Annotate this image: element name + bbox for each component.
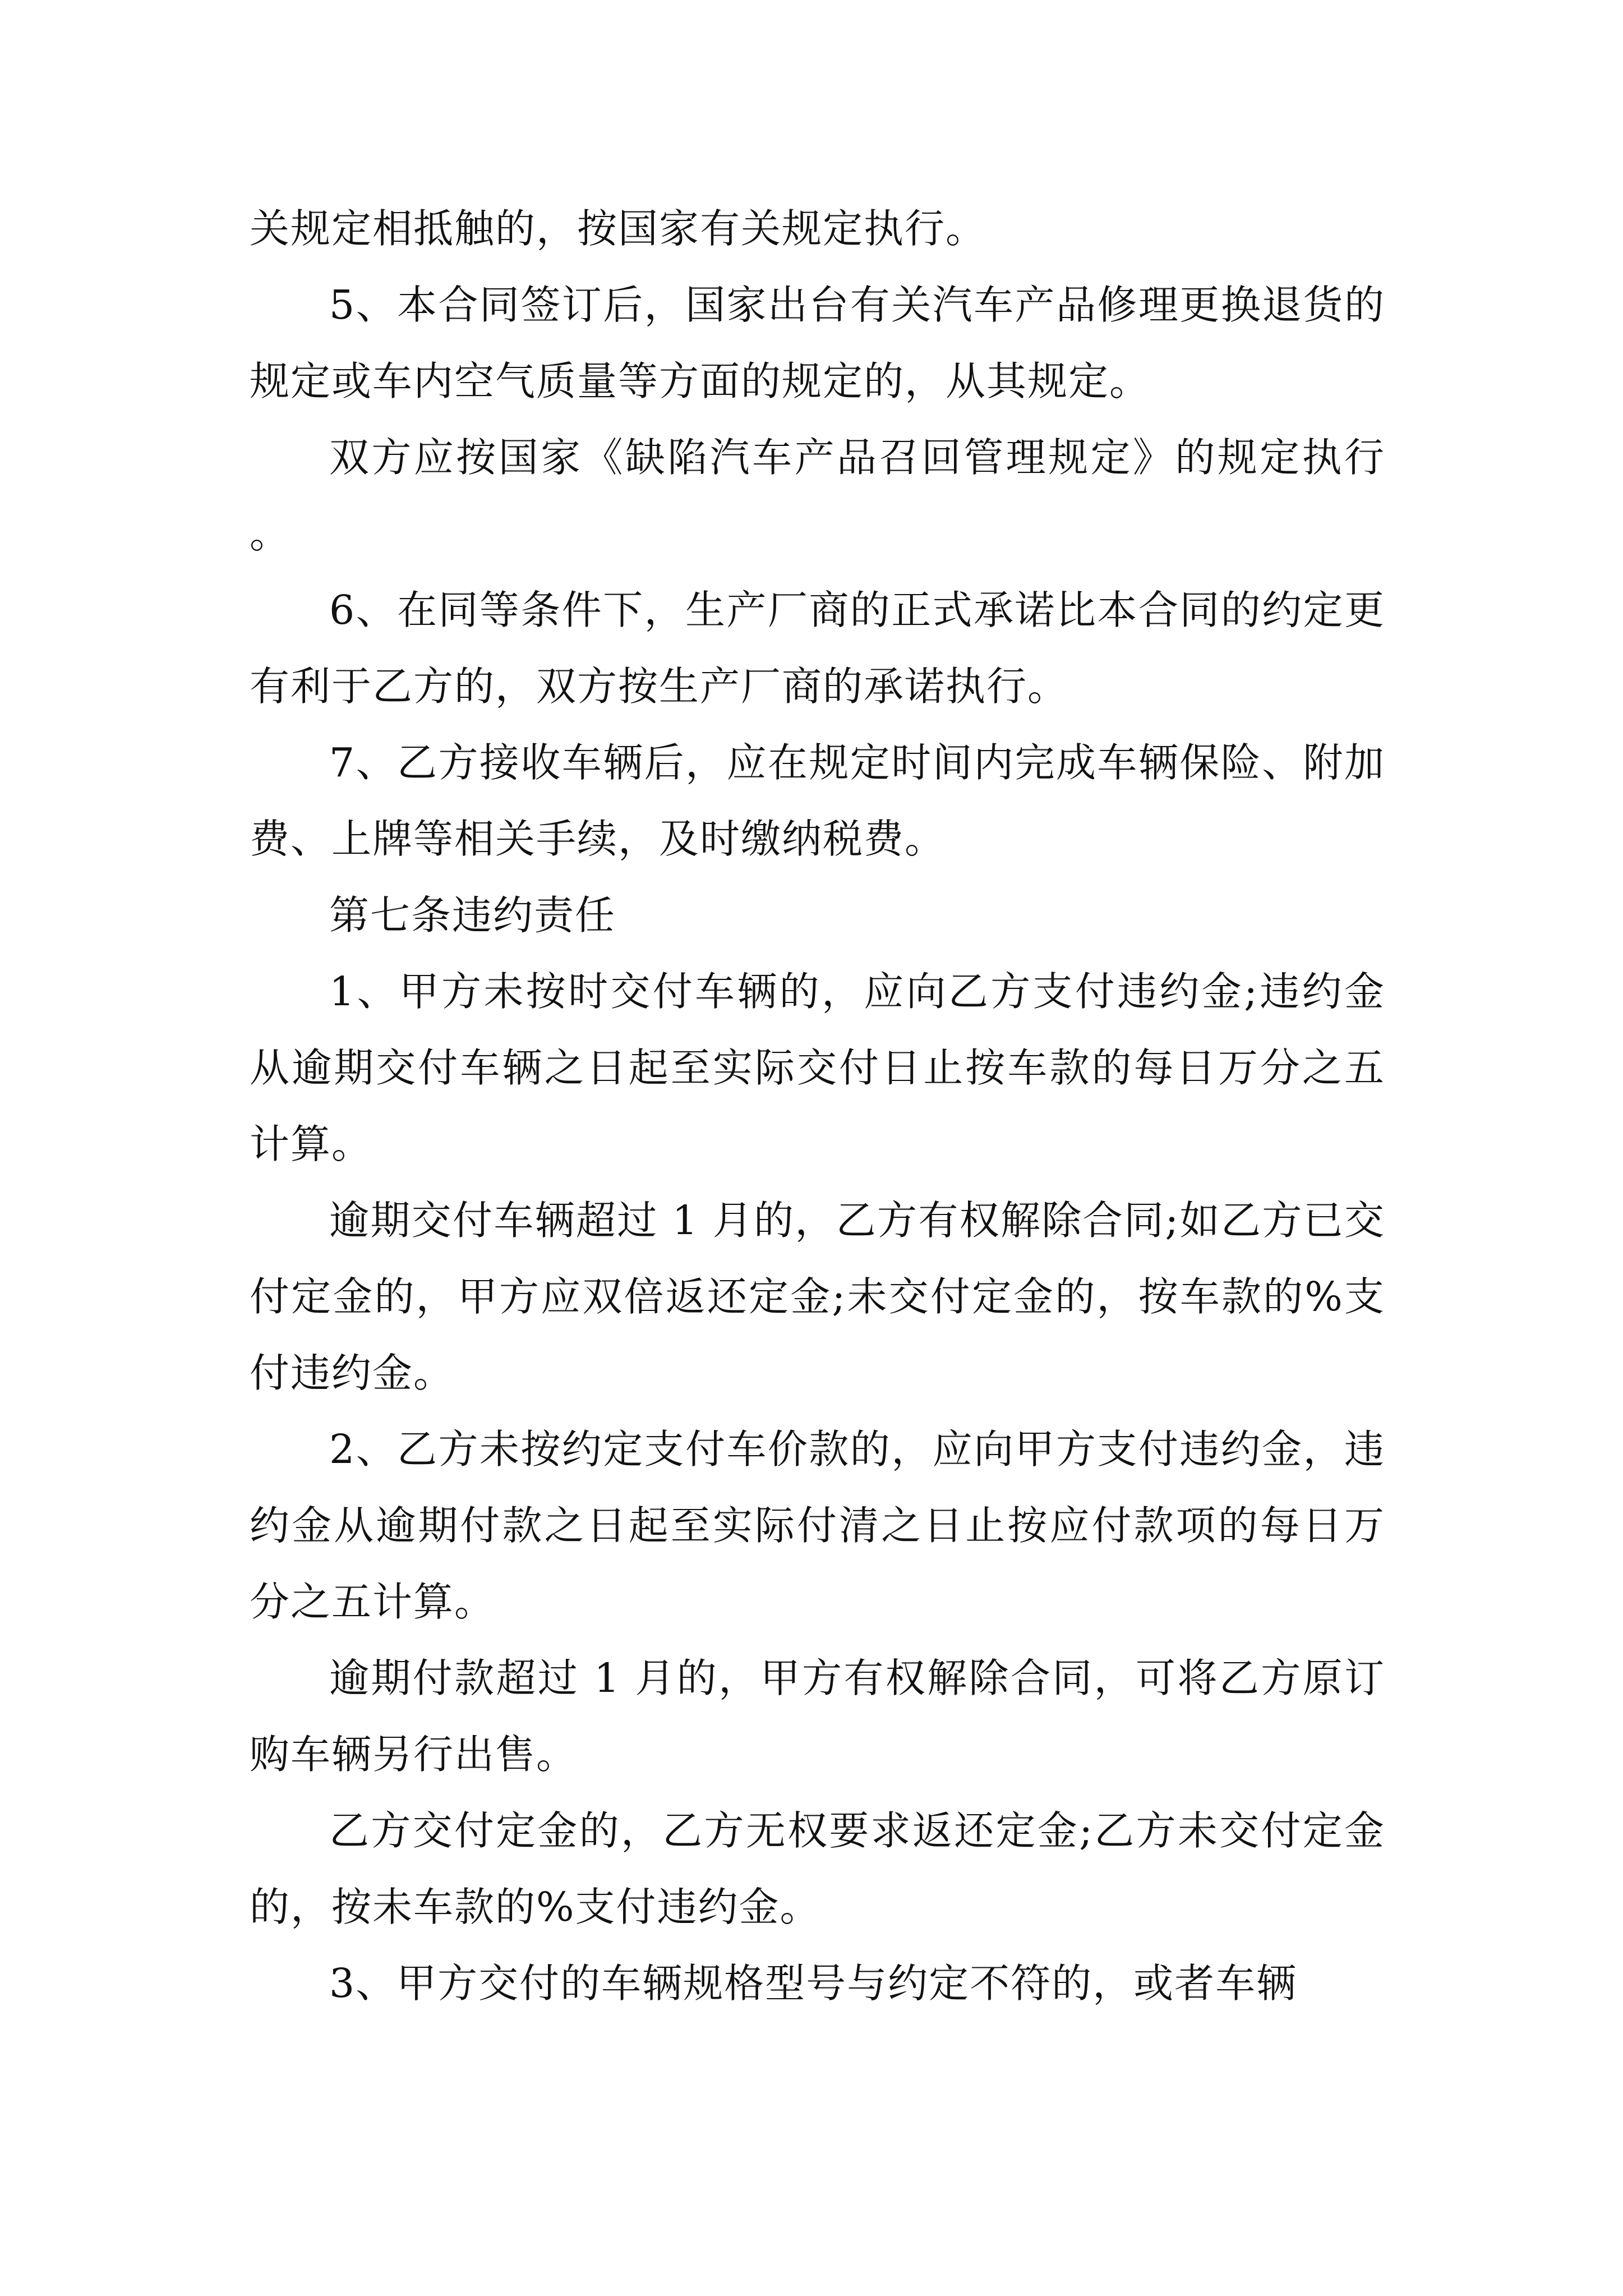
paragraph-deposit-rule: 乙方交付定金的，乙方无权要求返还定金;乙方未交付定金的，按未车款的%支付违约金。	[250, 1807, 1385, 1930]
paragraph-recall-rule: 双方应按国家《缺陷汽车产品召回管理规定》的规定执行。	[250, 434, 1385, 557]
paragraph-liability-2: 2、乙方未按约定支付车价款的，应向甲方支付违约金，违约金从逾期付款之日起至实际付清之日止按应付款项的每日万分之五计算。	[250, 1426, 1385, 1625]
paragraph-liability-3: 3、甲方交付的车辆规格型号与约定不符的，或者车辆	[329, 1960, 1298, 2007]
paragraph-clause-6: 6、在同等条件下，生产厂商的正式承诺比本合同的约定更有利于乙方的，双方按生产厂商的承诺执行。	[250, 587, 1385, 710]
paragraph-continuation: 关规定相抵触的，按国家有关规定执行。	[250, 205, 987, 252]
paragraph-overdue-delivery: 逾期交付车辆超过 1 月的，乙方有权解除合同;如乙方已交付定金的，甲方应双倍返还定金;未交付定金的，按车款的%支付违约金。	[250, 1197, 1385, 1396]
paragraph-overdue-payment: 逾期付款超过 1 月的，甲方有权解除合同，可将乙方原订购车辆另行出售。	[250, 1655, 1385, 1778]
section-heading-article-7: 第七条违约责任	[329, 892, 616, 938]
paragraph-clause-5: 5、本合同签订后，国家出台有关汽车产品修理更换退货的规定或车内空气质量等方面的规定的，从其规定。	[250, 282, 1385, 404]
document-body	[250, 191, 1385, 2022]
paragraph-liability-1: 1、甲方未按时交付车辆的，应向乙方支付违约金;违约金从逾期交付车辆之日起至实际交付日止按车款的每日万分之五计算。	[250, 968, 1385, 1167]
paragraph-clause-7: 7、乙方接收车辆后，应在规定时间内完成车辆保险、附加费、上牌等相关手续，及时缴纳税费。	[250, 739, 1385, 862]
